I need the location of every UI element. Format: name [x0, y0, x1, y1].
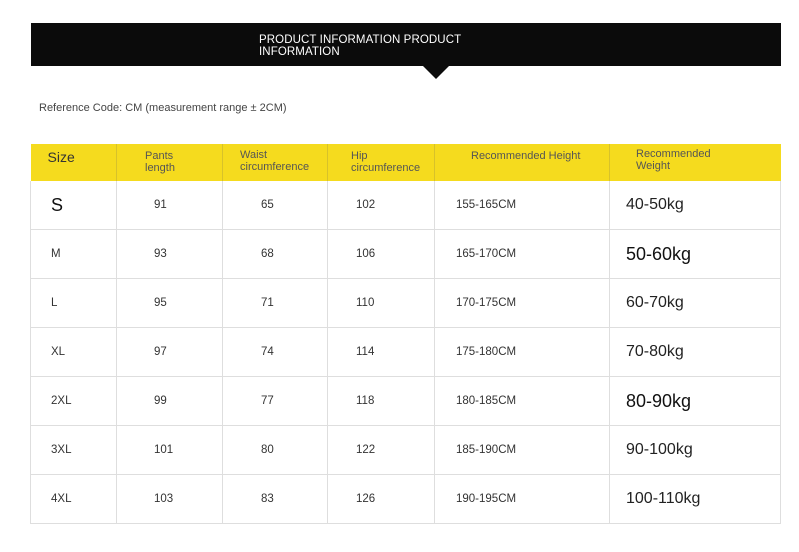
table-header-row — [31, 144, 781, 181]
banner-title: PRODUCT INFORMATION PRODUCT INFORMATION — [259, 34, 462, 58]
pants-length-cell: 91 — [117, 181, 223, 230]
column-header: Recommended Height — [435, 144, 610, 181]
table-row — [31, 181, 781, 230]
weight-cell: 50-60kg — [610, 230, 781, 279]
pants-length-cell: 95 — [117, 279, 223, 328]
weight-cell: 70-80kg — [610, 328, 781, 377]
pants-length-cell: 97 — [117, 328, 223, 377]
table-row — [31, 475, 781, 524]
size-cell: 3XL — [31, 426, 117, 475]
column-header: Waist circumference — [223, 144, 328, 181]
hip-cell: 118 — [328, 377, 435, 426]
waist-cell: 80 — [223, 426, 328, 475]
height-cell: 185-190CM — [435, 426, 610, 475]
column-header: Hip circumference — [328, 144, 435, 181]
waist-cell: 68 — [223, 230, 328, 279]
title-banner — [31, 23, 781, 66]
hip-cell: 114 — [328, 328, 435, 377]
weight-cell: 100-110kg — [610, 475, 781, 524]
weight-cell: 90-100kg — [610, 426, 781, 475]
hip-cell: 122 — [328, 426, 435, 475]
height-cell: 180-185CM — [435, 377, 610, 426]
table-row — [31, 328, 781, 377]
banner-pointer — [423, 66, 449, 79]
waist-cell: 83 — [223, 475, 328, 524]
size-cell: XL — [31, 328, 117, 377]
table-row — [31, 279, 781, 328]
waist-cell: 71 — [223, 279, 328, 328]
hip-cell: 106 — [328, 230, 435, 279]
waist-cell: 65 — [223, 181, 328, 230]
size-cell: M — [31, 230, 117, 279]
pants-length-cell: 103 — [117, 475, 223, 524]
column-header: Recommended Weight — [610, 144, 781, 181]
waist-cell: 77 — [223, 377, 328, 426]
height-cell: 175-180CM — [435, 328, 610, 377]
size-cell: 4XL — [31, 475, 117, 524]
pants-length-cell: 93 — [117, 230, 223, 279]
weight-cell: 60-70kg — [610, 279, 781, 328]
height-cell: 170-175CM — [435, 279, 610, 328]
hip-cell: 102 — [328, 181, 435, 230]
size-cell: L — [31, 279, 117, 328]
reference-note: Reference Code: CM (measurement range ± 2CM) — [39, 102, 287, 114]
height-cell: 190-195CM — [435, 475, 610, 524]
waist-cell: 74 — [223, 328, 328, 377]
table-row — [31, 377, 781, 426]
hip-cell: 126 — [328, 475, 435, 524]
hip-cell: 110 — [328, 279, 435, 328]
table-row — [31, 426, 781, 475]
weight-cell: 80-90kg — [610, 377, 781, 426]
column-header: Pants length — [117, 144, 223, 181]
table-row — [31, 230, 781, 279]
size-cell: 2XL — [31, 377, 117, 426]
height-cell: 155-165CM — [435, 181, 610, 230]
pants-length-cell: 99 — [117, 377, 223, 426]
size-cell: S — [31, 181, 117, 230]
weight-cell: 40-50kg — [610, 181, 781, 230]
size-table — [30, 144, 781, 524]
height-cell: 165-170CM — [435, 230, 610, 279]
column-header: Size — [31, 144, 117, 181]
pants-length-cell: 101 — [117, 426, 223, 475]
